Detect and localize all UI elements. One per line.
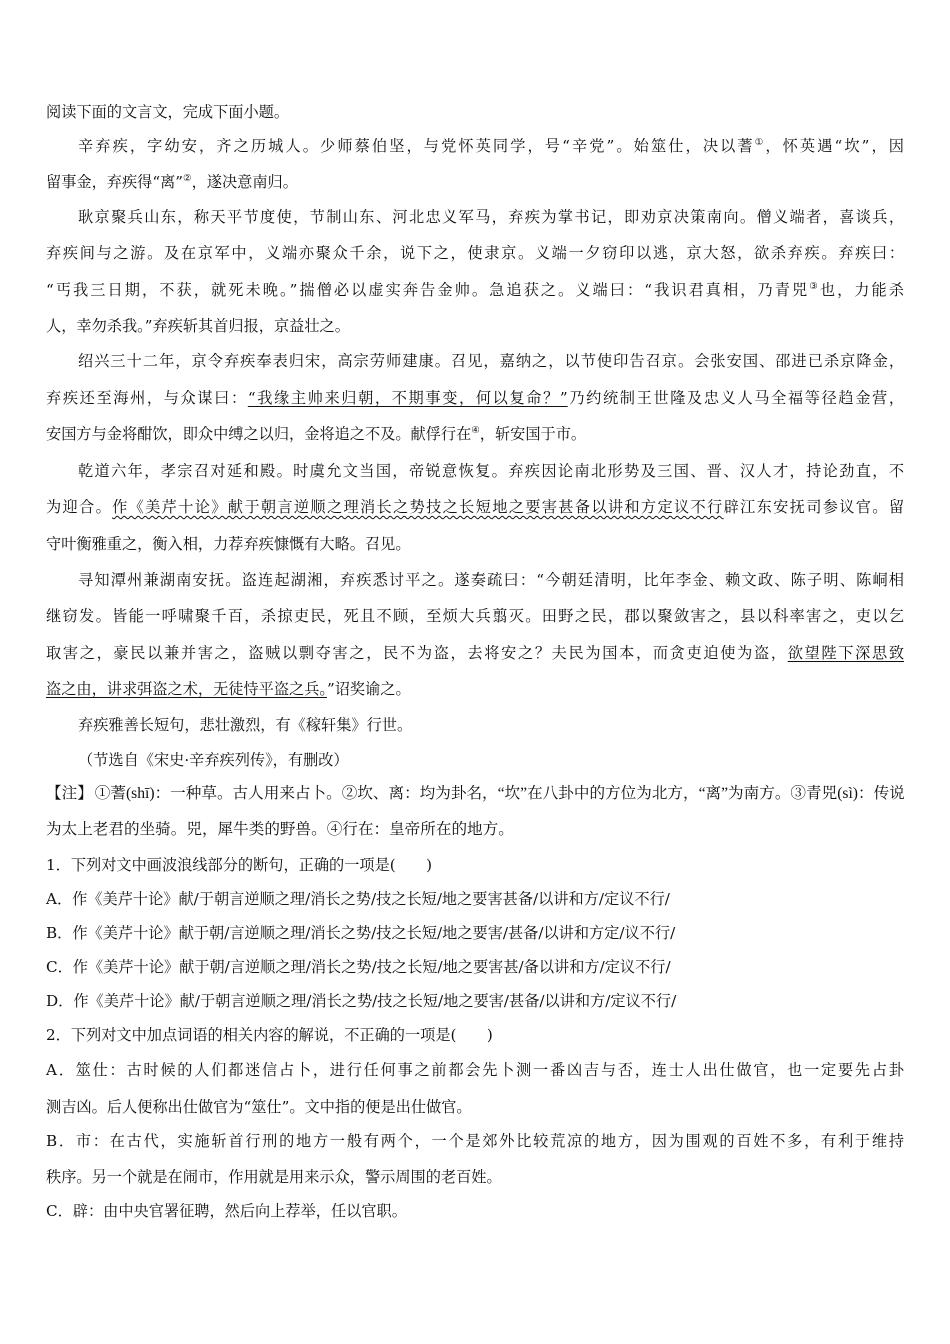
question-1-option-d[interactable]: D．作《美芹十论》献/于朝言逆顺之理/消长之势/技之长短/地之要害/甚备/以讲和方/定议不行/ (46, 992, 677, 1010)
passage-p5-line4: 盗之由，讲求弭盗之术，无徒恃平盗之兵。”诏奖谕之。 (46, 680, 411, 698)
question-1-option-a[interactable]: A．作《美芹十论》献/于朝言逆顺之理/消长之势/技之长短/地之要害甚备/以讲和方/定议不行/ (46, 890, 670, 908)
passage-p4-line1: 乾道六年，孝宗召对延和殿。时虞允文当国，帝锐意恢复。弃疾因论南北形势及三国、晋、汉人才，持论劲直，不 (78, 462, 904, 480)
notes-line2: 为太上老君的坐骑。兕，犀牛类的野兽。④行在：皇帝所在的地方。 (46, 821, 514, 838)
passage-p4-line2: 为迎合。作《美芹十论》献于朝言逆顺之理消长之势技之长短地之要害甚备以讲和方定议不行辟江东安抚司参议官。留 (46, 498, 905, 516)
underlined-sentence-2b: 盗之由，讲求弭盗之术，无徒恃平盗之兵。 (46, 680, 327, 698)
note-ref-3: ③ (809, 281, 820, 292)
note-ref-4: ④ (471, 425, 480, 436)
underlined-sentence-1: “我缘主帅来归朝，不期事变，何以复命？” (247, 389, 568, 407)
passage-p6: 弃疾雅善长短句，悲壮激烈，有《稼轩集》行世。 (78, 716, 413, 734)
passage-p2-line3: “丐我三日期，不获，就死未晚。”揣僧必以虚实奔告金帅。急追获之。义端曰：“我识君真相，乃青兕③也，力能杀 (46, 281, 904, 299)
question-2-option-c[interactable]: C．辟：由中央官署征聘，然后向上荐举，任以官职。 (46, 1202, 407, 1220)
passage-p4-line3: 守叶衡雅重之，衡入相，力荐弃疾慷慨有大略。召见。 (46, 535, 411, 553)
question-2-option-b-line1[interactable]: B．市：在古代，实施斩首行刑的地方一般有两个，一个是郊外比较荒凉的地方，因为围观的百姓不多，有利于维持 (46, 1132, 904, 1150)
question-1-stem: 1．下列对文中画波浪线部分的断句，正确的一项是( ) (46, 856, 433, 874)
passage-p1-line2: 留事金，弃疾得“离”②，遂决意南归。 (46, 173, 298, 191)
question-2-option-a-line1[interactable]: A．筮仕：古时候的人们都迷信占卜，进行任何事之前都会先卜测一番凶吉与否，连士人出仕做官，也一定要先占卦 (46, 1061, 904, 1079)
notes-bracket: 【注】 (46, 785, 93, 802)
passage-p2-line1: 耿京聚兵山东，称天平节度使，节制山东、河北忠义军马，弃疾为掌书记，即劝京决策南向。僧义端者，喜谈兵， (78, 208, 904, 226)
passage-source: （节选自《宋史·辛弃疾列传》，有删改） (78, 751, 349, 769)
passage-p3-line2: 弃疾还至海州，与众谋曰：“我缘主帅来归朝，不期事变，何以复命？”乃约统制王世隆及忠义人马全福等径趋金营， (46, 389, 905, 407)
passage-p5-line3: 取害之，豪民以兼并害之，盗贼以剽夺害之，民不为盗，去将安之？夫民为国本，而贪吏迫使为盗，欲望陛下深思致 (46, 644, 905, 662)
question-2-stem: 2．下列对文中加点词语的相关内容的解说，不正确的一项是( ) (46, 1026, 493, 1044)
question-1-option-c[interactable]: C．作《美芹十论》献于朝/言逆顺之理/消长之势/技之长短/地之要害甚/备以讲和方/定议不行/ (46, 958, 671, 976)
passage-p2-line4: 人，幸勿杀我。”弃疾斩其首归报，京益壮之。 (46, 317, 350, 335)
passage-p3-line3: 安国方与金将酣饮，即众中缚之以归，金将追之不及。献俘行在④，斩安国于市。 (46, 425, 587, 443)
passage-p1-line1: 辛弃疾，字幼安，齐之历城人。少师蔡伯坚，与党怀英同学，号“辛党”。始筮仕，决以蓍①，怀英遇“坎”，因 (78, 137, 904, 155)
question-1-option-b[interactable]: B．作《美芹十论》献于朝/言逆顺之理/消长之势/技之长短/地之要害/甚备/以讲和方定/议不行/ (46, 924, 676, 942)
instruction: 阅读下面的文言文，完成下面小题。 (46, 103, 289, 121)
underlined-sentence-2a: 欲望陛下深思致 (787, 644, 905, 662)
passage-p5-line1: 寻知潭州兼湖南安抚。盗连起湖湘，弃疾悉讨平之。遂奏疏曰：“今朝廷清明，比年李金、赖文政、陈子明、陈峒相 (78, 571, 904, 589)
passage-p3-line1: 绍兴三十二年，京令弃疾奉表归宋，高宗劳师建康。召见，嘉纳之，以节使印告召京。会张安国、邵进已杀京降金， (78, 352, 904, 370)
note-ref-1: ① (754, 137, 766, 148)
question-2-option-b-line2[interactable]: 秩序。另一个就是在闹市，作用就是用来示众，警示周围的老百姓。 (46, 1168, 502, 1186)
passage-p2-line2: 弃疾间与之游。及在京军中，义端亦聚众千余，说下之，使隶京。义端一夕窃印以逃，京大怒，欲杀弃疾。弃疾曰： (46, 244, 904, 262)
question-2-option-a-line2[interactable]: 测吉凶。后人便称出仕做官为“筮仕”。文中指的便是出仕做官。 (46, 1098, 472, 1116)
passage-p5-line2: 继窃发。皆能一呼啸聚千百，杀掠吏民，死且不顾，至烦大兵翦灭。田野之民，郡以聚敛害之，县以科率害之，吏以乞 (46, 607, 904, 625)
wavy-underlined-sentence: 作《美芹十论》献于朝言逆顺之理消长之势技之长短地之要害甚备以讲和方定议不行 (112, 498, 724, 516)
note-ref-2: ② (183, 173, 192, 184)
notes-line1: 【注】 ①蓍(shī)：一种草。古人用来占卜。②坎、离：均为卦名，“坎”在八卦中的方位为北方，“离”为南方。③青兕(sì)：传说 (46, 785, 905, 802)
